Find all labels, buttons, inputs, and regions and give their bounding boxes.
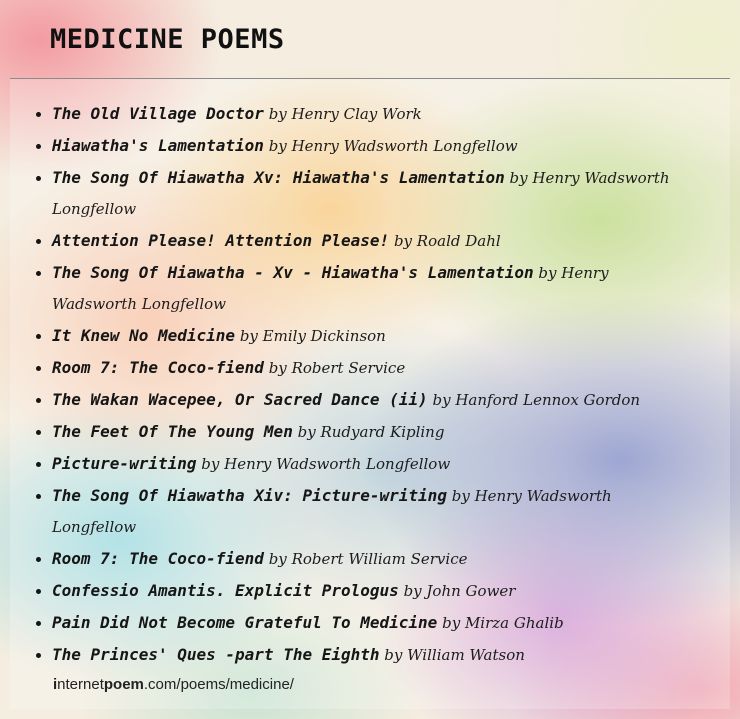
poem-author: Henry Wadsworth Longfellow — [224, 455, 451, 473]
site-url-path: .com/poems/medicine/ — [143, 676, 294, 693]
site-url-nternet: nternet — [57, 676, 104, 693]
poem-author: Henry Clay Work — [291, 105, 422, 123]
poem-list-item — [52, 448, 692, 480]
poem-title-link[interactable]: Room 7: The Coco-fiend — [52, 549, 264, 568]
poem-title-link[interactable]: Attention Please! Attention Please! — [52, 231, 390, 250]
poem-list-item — [52, 607, 692, 639]
poem-by-label: by — [297, 423, 316, 441]
poem-author: John Gower — [426, 582, 516, 600]
poem-by-label: by — [538, 264, 557, 282]
poem-title-link[interactable]: The Feet Of The Young Men — [52, 422, 293, 441]
poem-by-label: by — [268, 550, 287, 568]
poem-title-link[interactable]: The Song Of Hiawatha - Xv - Hiawatha's Lamentation — [52, 263, 534, 282]
poem-list-item — [52, 162, 692, 225]
poem-title-link[interactable]: The Princes' Ques -part The Eighth — [52, 645, 380, 664]
poem-list — [32, 98, 692, 671]
poem-by-label: by — [451, 487, 470, 505]
page-title: MEDICINE POEMS — [50, 24, 285, 55]
poem-by-label: by — [393, 232, 413, 250]
poem-title-link[interactable]: Hiawatha's Lamentation — [52, 136, 264, 155]
poem-author: Henry Wadsworth Longfellow — [291, 137, 518, 155]
poem-by-label: by — [239, 327, 258, 345]
poem-title-link[interactable]: The Song Of Hiawatha Xv: Hiawatha's Lamentation — [52, 168, 505, 187]
poem-list-item — [52, 320, 692, 352]
poem-author: Henry Wadsworth Longfellow — [52, 169, 670, 218]
poem-author: Mirza Ghalib — [464, 614, 564, 632]
poem-list-item — [52, 352, 692, 384]
poem-by-label: by — [509, 169, 528, 187]
poem-by-label: by — [268, 359, 287, 377]
poem-by-label: by — [201, 455, 220, 473]
site-url[interactable] — [53, 676, 294, 693]
poem-title-link[interactable]: Room 7: The Coco-fiend — [52, 358, 264, 377]
poem-author: William Watson — [407, 646, 525, 664]
poem-list-item — [52, 575, 692, 607]
poem-title-link[interactable]: The Old Village Doctor — [52, 104, 264, 123]
poem-list-item — [52, 98, 692, 130]
poem-list-item — [52, 130, 692, 162]
poem-author: Roald Dahl — [416, 232, 501, 250]
poem-author: Emily Dickinson — [262, 327, 386, 345]
poem-title-link[interactable]: It Knew No Medicine — [52, 326, 236, 345]
poem-author: Henry Wadsworth Longfellow — [52, 487, 612, 536]
poem-title-link[interactable]: Picture-writing — [52, 454, 197, 473]
poem-list-item — [52, 480, 692, 543]
poem-title-link[interactable]: Pain Did Not Become Grateful To Medicine — [52, 613, 438, 632]
poem-by-label: by — [268, 137, 287, 155]
poem-title-link[interactable]: The Wakan Wacepee, Or Sacred Dance (ii) — [52, 390, 428, 409]
poem-by-label: by — [268, 105, 287, 123]
poem-list-item — [52, 384, 692, 416]
poem-title-link[interactable]: The Song Of Hiawatha Xiv: Picture-writing — [52, 486, 447, 505]
poem-author: Henry Wadsworth Longfellow — [52, 264, 609, 313]
poem-author: Robert William Service — [291, 550, 468, 568]
site-url-poem: poem — [103, 676, 144, 693]
poem-by-label: by — [432, 391, 451, 409]
poem-list-item — [52, 639, 692, 671]
poem-title-link[interactable]: Confessio Amantis. Explicit Prologus — [52, 581, 399, 600]
poem-list-item — [52, 225, 692, 257]
poem-author: Robert Service — [291, 359, 406, 377]
poem-by-label: by — [403, 582, 422, 600]
poem-list-item — [52, 416, 692, 448]
poem-by-label: by — [384, 646, 403, 664]
site-url-i: i — [53, 676, 58, 693]
poem-list-item — [52, 257, 692, 320]
poem-author: Rudyard Kipling — [320, 423, 445, 441]
poem-list-item — [52, 543, 692, 575]
poem-by-label: by — [442, 614, 461, 632]
poem-author: Hanford Lennox Gordon — [455, 391, 641, 409]
